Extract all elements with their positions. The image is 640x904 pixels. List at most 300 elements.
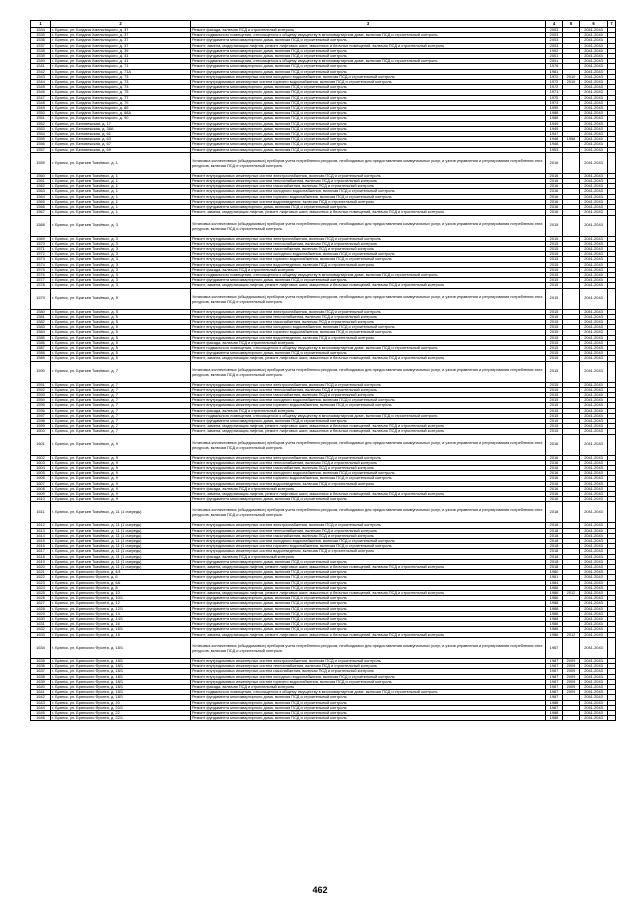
- row-year-built: 2003: [546, 28, 563, 33]
- row-period: 2041-2043: [580, 278, 608, 283]
- row-period: 2041-2043: [580, 497, 608, 502]
- row-address: г. Брянск, ул. Брянского Фронта, д. 14/1: [51, 617, 191, 622]
- row-number: 1584: [31, 330, 51, 335]
- row-period: 2041-2043: [580, 382, 608, 387]
- row-year-repair: 1958: [563, 137, 580, 142]
- row-year-built: 1987: [546, 679, 563, 684]
- row-period: 2041-2043: [580, 387, 608, 392]
- row-address: г. Брянск, ул. Братьев Ткачёвых, д. 7: [51, 382, 191, 387]
- row-address: г. Брянск, ул. Богдана Хмельницкого, д. 41: [51, 59, 191, 64]
- row-period: 2041-2043: [580, 246, 608, 251]
- row-note: [608, 502, 616, 523]
- row-address: г. Брянск, ул. Брянского Фронта, д. 10: [51, 591, 191, 596]
- row-year-built: 1986: [546, 585, 563, 590]
- row-number: 1538: [31, 48, 51, 53]
- row-address: г. Брянск, ул. Братьев Ткачёвых, д. 1: [51, 199, 191, 204]
- row-address: г. Брянск, ул. Братьев Ткачёвых, д. 11 (1 очередь): [51, 533, 191, 538]
- row-address: г. Брянск, ул. Беловежская, д. 61: [51, 132, 191, 137]
- row-year-repair: [563, 637, 580, 658]
- row-address: г. Брянск, ул. Братьев Ткачёвых, д. 5: [51, 356, 191, 361]
- row-period: 2041-2043: [580, 288, 608, 309]
- row-address: г. Брянск, ул. Братьев Ткачёвых, д. 1: [51, 210, 191, 215]
- row-address: г. Брянск, ул. Братьев Ткачёвых, д. 9: [51, 481, 191, 486]
- row-work-type: Ремонт фундамента многоквартирного дома, включая ПСД и строительный контроль: [191, 351, 546, 356]
- row-number: 1597: [31, 413, 51, 418]
- row-number: 1546: [31, 90, 51, 95]
- row-address: г. Брянск, ул. Братьев Ткачёвых, д. 5: [51, 288, 191, 309]
- row-period: 2041-2043: [580, 252, 608, 257]
- row-address: г. Брянск, ул. Братьев Ткачёвых, д. 9: [51, 466, 191, 471]
- row-address: г. Брянск, ул. Братьев Ткачёвых, д. 1: [51, 194, 191, 199]
- row-year-built: 2015: [546, 314, 563, 319]
- row-period: 2041-2043: [580, 340, 608, 345]
- row-work-type: Ремонт внутридомовых инженерных систем газоснабжения, включая ПСД и строительный контроль: [191, 392, 546, 397]
- row-period: 2041-2043: [580, 59, 608, 64]
- row-period: 2041-2043: [580, 580, 608, 585]
- row-work-type: Ремонт, замена, модернизация лифтов, ремонт лифтовых шахт, машинных и блочных помещений, включая ПСД и строительный контроль: [191, 424, 546, 429]
- row-work-type: Ремонт внутридомовых инженерных систем электроснабжения, включая ПСД и строительный контроль: [191, 523, 546, 528]
- row-number: 1587: [31, 345, 51, 350]
- table-row: [31, 502, 616, 523]
- row-year-built: 2015: [546, 424, 563, 429]
- row-work-type: Ремонт фундамента многоквартирного дома, включая ПСД и строительный контроль: [191, 559, 546, 564]
- row-year-built: 2015: [546, 267, 563, 272]
- row-period: 2041-2043: [580, 48, 608, 53]
- row-work-type: Ремонт фасада, включая ПСД и строительный контроль: [191, 340, 546, 345]
- row-year-built: 2016: [546, 466, 563, 471]
- table-row: [31, 637, 616, 658]
- row-address: г. Брянск, ул. Брянского Фронта, д. 22/1: [51, 716, 191, 721]
- row-period: 2041-2043: [580, 205, 608, 210]
- row-year-built: 2003: [546, 33, 563, 38]
- row-year-built: 2001: [546, 59, 563, 64]
- row-period: 2041-2043: [580, 142, 608, 147]
- row-number: 1623: [31, 580, 51, 585]
- row-year-repair: 2009: [563, 658, 580, 663]
- row-period: 2041-2043: [580, 528, 608, 533]
- row-period: 2041-2043: [580, 559, 608, 564]
- row-address: г. Брянск, ул. Братьев Ткачёвых, д. 3: [51, 241, 191, 246]
- row-work-type: Ремонт внутридомовых инженерных систем водоотведения, включая ПСД и строительный контроль: [191, 549, 546, 554]
- row-period: 2041-2043: [580, 189, 608, 194]
- row-work-type: Ремонт фундамента многоквартирного дома, включая ПСД и строительный контроль: [191, 710, 546, 715]
- row-work-type: Ремонт внутридомовых инженерных систем горячего водоснабжения, включая ПСД и строительный контроль: [191, 679, 546, 684]
- row-work-type: Ремонт фундамента многоквартирного дома, включая ПСД и строительный контроль: [191, 418, 546, 423]
- row-work-type: Ремонт, замена, модернизация лифтов, ремонт лифтовых шахт, машинных и блочных помещений, включая ПСД и строительный контроль: [191, 210, 546, 215]
- row-address: г. Брянск, ул. Беловежская, д. 63: [51, 137, 191, 142]
- row-year-built: 1986: [546, 622, 563, 627]
- row-work-type: Ремонт внутридомовых инженерных систем горячего водоснабжения, включая ПСД и строительный контроль: [191, 257, 546, 262]
- row-address: г. Брянск, ул. Брянского Фронта, д. 8: [51, 585, 191, 590]
- row-period: 2041-2043: [580, 262, 608, 267]
- row-period: 2041-2043: [580, 403, 608, 408]
- row-number: 1611: [31, 502, 51, 523]
- row-number: 1580: [31, 309, 51, 314]
- row-year-built: 2015: [546, 392, 563, 397]
- row-work-type: Ремонт фундамента многоквартирного дома, включая ПСД и строительный контроль: [191, 278, 546, 283]
- row-work-type: Ремонт внутридомовых инженерных систем холодного водоснабжения, включая ПСД и строительный контроль: [191, 252, 546, 257]
- row-number: 1646: [31, 716, 51, 721]
- row-year-built: 2015: [546, 278, 563, 283]
- row-period: 2041-2043: [580, 413, 608, 418]
- row-year-built: 2015: [546, 283, 563, 288]
- row-address: г. Брянск, ул. Братьев Ткачёвых, д. 1: [51, 179, 191, 184]
- row-period: 2041-2043: [580, 601, 608, 606]
- row-work-type: Ремонт внутридомовых инженерных систем газоснабжения, включая ПСД и строительный контроль: [191, 246, 546, 251]
- row-number: 1568: [31, 215, 51, 236]
- row-address: г. Брянск, ул. Беловежская, д. 69: [51, 147, 191, 152]
- row-period: 2041-2043: [580, 267, 608, 272]
- row-period: 2041-2043: [580, 351, 608, 356]
- row-address: г. Брянск, ул. Братьев Ткачёвых, д. 7: [51, 408, 191, 413]
- row-year-built: 2016: [546, 481, 563, 486]
- row-number: 1592: [31, 387, 51, 392]
- row-address: г. Брянск, ул. Братьев Ткачёвых, д. 11 (1 очередь): [51, 523, 191, 528]
- row-number: 1641: [31, 690, 51, 695]
- row-number: 1551: [31, 116, 51, 121]
- row-address: г. Брянск, ул. Брянского Фронта, д. 20/1: [51, 705, 191, 710]
- row-number: 1542: [31, 69, 51, 74]
- row-work-type: Ремонт фасада, включая ПСД и строительный контроль: [191, 554, 546, 559]
- row-year-built: 2015: [546, 246, 563, 251]
- row-address: г. Брянск, ул. Брянского Фронта, д. 6А: [51, 580, 191, 585]
- row-year-built: 2003: [546, 38, 563, 43]
- row-year-built: 1971: [546, 90, 563, 95]
- row-period: 2041-2043: [580, 38, 608, 43]
- row-address: г. Брянск, ул. Брянского Фронта, д. 12/1: [51, 606, 191, 611]
- row-period: 2041-2043: [580, 28, 608, 33]
- row-work-type: Ремонт внутридомовых инженерных систем теплоснабжения, включая ПСД и строительный контроль: [191, 241, 546, 246]
- row-work-type: Установка коллективных (общедомовых) приборов учета потребления ресурсов, необходимых для предоставления коммунальных услуг, и узлов управления и регулирования потребления этих ресурсов, включая ПСД и строительный контроль: [191, 215, 546, 236]
- row-work-type: Ремонт, замена, модернизация лифтов, ремонт лифтовых шахт, машинных и блочных помещений, включая ПСД и строительный контроль: [191, 356, 546, 361]
- row-work-type: Ремонт фундамента многоквартирного дома, включая ПСД и строительный контроль: [191, 121, 546, 126]
- row-address: г. Брянск, ул. Братьев Ткачёвых, д. 9: [51, 492, 191, 497]
- row-work-type: Установка коллективных (общедомовых) приборов учета потребления ресурсов, необходимых для предоставления коммунальных услуг, и узлов управления и регулирования потребления этих ресурсов, включая ПСД и строительный контроль: [191, 361, 546, 382]
- row-work-type: Ремонт фундамента многоквартирного дома, включая ПСД и строительный контроль: [191, 48, 546, 53]
- row-period: 2041-2043: [580, 361, 608, 382]
- row-address: г. Брянск, ул. Брянского Фронта, д. 4/1: [51, 570, 191, 575]
- row-address: г. Брянск, ул. Братьев Ткачёвых, д. 7: [51, 418, 191, 423]
- row-period: 2041-2043: [580, 632, 608, 637]
- row-number: 1579: [31, 288, 51, 309]
- row-address: г. Брянск, ул. Богдана Хмельницкого, д. 73: [51, 80, 191, 85]
- row-number: 1578: [31, 283, 51, 288]
- row-year-built: 2015: [546, 325, 563, 330]
- row-number: 1570: [31, 241, 51, 246]
- row-year-built: 2016: [546, 194, 563, 199]
- row-note: [608, 716, 616, 721]
- row-work-type: Ремонт внутридомовых инженерных систем теплоснабжения, включая ПСД и строительный контроль: [191, 528, 546, 533]
- row-number: 1629: [31, 611, 51, 616]
- row-year-built: 2018: [546, 544, 563, 549]
- row-work-type: Ремонт внутридомовых инженерных систем водоотведения, включая ПСД и строительный контроль: [191, 481, 546, 486]
- row-address: г. Брянск, ул. Брянского Фронта, д. 20: [51, 700, 191, 705]
- row-year-built: 2016: [546, 210, 563, 215]
- row-address: г. Брянск, ул. Богдана Хмельницкого, д. 37: [51, 28, 191, 33]
- row-number: 1559: [31, 152, 51, 173]
- row-period: 2041-2043: [580, 80, 608, 85]
- row-period: 2041-2043: [580, 116, 608, 121]
- row-period: 2041-2043: [580, 335, 608, 340]
- row-period: 2041-2043: [580, 356, 608, 361]
- row-work-type: Ремонт внутридомовых инженерных систем газоснабжения, включая ПСД и строительный контроль: [191, 669, 546, 674]
- row-address: г. Брянск, ул. Беловежская, д. 67: [51, 142, 191, 147]
- row-year-built: 1986: [546, 632, 563, 637]
- row-work-type: Ремонт, замена, модернизация лифтов, ремонт лифтовых шахт, машинных и блочных помещений, включая ПСД и строительный контроль: [191, 565, 546, 570]
- row-work-type: Ремонт фундамента многоквартирного дома, включая ПСД и строительный контроль: [191, 106, 546, 111]
- row-year-built: 2015: [546, 252, 563, 257]
- row-work-type: Ремонт фундамента многоквартирного дома, включая ПСД и строительный контроль: [191, 64, 546, 69]
- row-work-type: Ремонт фундамента многоквартирного дома, включая ПСД и строительный контроль: [191, 575, 546, 580]
- row-work-type: Ремонт фундамента многоквартирного дома, включая ПСД и строительный контроль: [191, 126, 546, 131]
- row-work-type: Ремонт фундамента многоквартирного дома, включая ПСД и строительный контроль: [191, 622, 546, 627]
- row-year-built: 1981: [546, 69, 563, 74]
- row-period: 2041-2043: [580, 476, 608, 481]
- row-number: 1548: [31, 100, 51, 105]
- row-number: 1554: [31, 132, 51, 137]
- row-address: г. Брянск, ул. Брянского Фронта, д. 22: [51, 710, 191, 715]
- row-year-built: 1972: [546, 80, 563, 85]
- row-period: 2041-2043: [580, 492, 608, 497]
- row-address: г. Брянск, ул. Братьев Ткачёвых, д. 11 (1 очередь): [51, 549, 191, 554]
- row-number: 1639: [31, 679, 51, 684]
- row-address: г. Брянск, ул. Братьев Ткачёвых, д. 5: [51, 330, 191, 335]
- table-row: [31, 361, 616, 382]
- row-number: 1633: [31, 632, 51, 637]
- row-work-type: Ремонт фундамента многоквартирного дома, включая ПСД и строительный контроль: [191, 137, 546, 142]
- row-number: 1638: [31, 674, 51, 679]
- row-work-type: Ремонт внутридомовых инженерных систем холодного водоснабжения, включая ПСД и строительный контроль: [191, 189, 546, 194]
- row-work-type: Ремонт фасада, включая ПСД и строительный контроль: [191, 28, 546, 33]
- row-work-type: Ремонт внутридомовых инженерных систем теплоснабжения, включая ПСД и строительный контроль: [191, 664, 546, 669]
- row-work-type: Ремонт подвального помещения, относящегося к общему имуществу в многоквартирном доме, включая ПСД и строительный контроль: [191, 345, 546, 350]
- table-row: [31, 215, 616, 236]
- row-number: 1593: [31, 392, 51, 397]
- row-year-built: 2015: [546, 330, 563, 335]
- row-work-type: Ремонт внутридомовых инженерных систем горячего водоснабжения, включая ПСД и строительный контроль: [191, 403, 546, 408]
- row-work-type: Ремонт фундамента многоквартирного дома, включая ПСД и строительный контроль: [191, 100, 546, 105]
- row-period: 2041-2043: [580, 85, 608, 90]
- row-work-type: Ремонт фундамента многоквартирного дома, включая ПСД и строительный контроль: [191, 627, 546, 632]
- row-year-built: 2003: [546, 43, 563, 48]
- row-number: 1606: [31, 476, 51, 481]
- row-number: 1598: [31, 418, 51, 423]
- row-address: г. Брянск, ул. Братьев Ткачёвых, д. 3: [51, 246, 191, 251]
- row-year-repair: 2012: [563, 632, 580, 637]
- row-number: 1631: [31, 622, 51, 627]
- row-address: г. Брянск, ул. Братьев Ткачёвых, д. 9: [51, 486, 191, 491]
- row-number: 1642: [31, 695, 51, 700]
- row-year-built: 2016: [546, 486, 563, 491]
- row-year-built: 2015: [546, 408, 563, 413]
- table-row: [31, 288, 616, 309]
- row-number: 1582: [31, 319, 51, 324]
- row-year-built: 1986: [546, 627, 563, 632]
- row-address: г. Брянск, ул. Братьев Ткачёвых, д. 9: [51, 455, 191, 460]
- row-number: 1585: [31, 335, 51, 340]
- row-number: 1561: [31, 179, 51, 184]
- row-address: г. Брянск, ул. Братьев Ткачёвых, д. 11 (1 очередь): [51, 502, 191, 523]
- row-work-type: Ремонт фундамента многоквартирного дома, включая ПСД и строительный контроль: [191, 111, 546, 116]
- row-address: г. Брянск, ул. Богдана Хмельницкого, д. 77: [51, 95, 191, 100]
- row-year-built: 1987: [546, 664, 563, 669]
- row-period: 2041-2043: [580, 325, 608, 330]
- row-period: 2041-2043: [580, 705, 608, 710]
- row-year-built: 2016: [546, 497, 563, 502]
- row-year-repair: 2010: [563, 74, 580, 79]
- row-number: 1545: [31, 85, 51, 90]
- row-period: 2041-2043: [580, 106, 608, 111]
- row-number: 1603: [31, 460, 51, 465]
- row-period: 2041-2043: [580, 54, 608, 59]
- row-number: 1620: [31, 565, 51, 570]
- row-work-type: Ремонт внутридомовых инженерных систем холодного водоснабжения, включая ПСД и строительный контроль: [191, 674, 546, 679]
- row-year-built: 2015: [546, 382, 563, 387]
- row-year-built: 1972: [546, 74, 563, 79]
- row-number: 1615: [31, 539, 51, 544]
- row-address: г. Брянск, ул. Братьев Ткачёвых, д. 3: [51, 278, 191, 283]
- row-number: 1567: [31, 210, 51, 215]
- row-address: г. Брянск, ул. Братьев Ткачёвых, д. 7: [51, 403, 191, 408]
- row-period: 2041-2043: [580, 674, 608, 679]
- row-year-built: 2016: [546, 476, 563, 481]
- row-period: 2041-2043: [580, 33, 608, 38]
- row-number: 1588: [31, 351, 51, 356]
- row-period: 2041-2043: [580, 627, 608, 632]
- row-address: г. Брянск, ул. Богдана Хмельницкого, д. 39: [51, 48, 191, 53]
- row-work-type: Ремонт фундамента многоквартирного дома, включая ПСД и строительный контроль: [191, 205, 546, 210]
- row-period: 2041-2043: [580, 716, 608, 721]
- row-period: 2041-2043: [580, 236, 608, 241]
- page-number: 462: [312, 885, 328, 895]
- column-header: 7: [608, 21, 616, 28]
- row-address: г. Брянск, ул. Богдана Хмельницкого, д. 37: [51, 38, 191, 43]
- row-period: 2041-2043: [580, 695, 608, 700]
- row-number: 1540: [31, 59, 51, 64]
- row-address: г. Брянск, ул. Братьев Ткачёвых, д. 9: [51, 434, 191, 455]
- row-number: 1613: [31, 528, 51, 533]
- row-address: г. Брянск, ул. Брянского Фронта, д. 16/1: [51, 627, 191, 632]
- row-address: г. Брянск, ул. Братьев Ткачёвых, д. 5: [51, 314, 191, 319]
- row-number: 1616: [31, 544, 51, 549]
- row-year-repair: 2009: [563, 664, 580, 669]
- row-work-type: Ремонт фундамента многоквартирного дома, включая ПСД и строительный контроль: [191, 695, 546, 700]
- row-number: 1628: [31, 606, 51, 611]
- row-work-type: Ремонт фундамента многоквартирного дома, включая ПСД и строительный контроль: [191, 716, 546, 721]
- row-work-type: Установка коллективных (общедомовых) приборов учета потребления ресурсов, необходимых для предоставления коммунальных услуг, и узлов управления и регулирования потребления этих ресурсов, включая ПСД и строительный контроль: [191, 502, 546, 523]
- row-period: 2041-2043: [580, 486, 608, 491]
- row-address: г. Брянск, ул. Богдана Хмельницкого, д. 37: [51, 43, 191, 48]
- row-work-type: Ремонт, замена, модернизация лифтов, ремонт лифтовых шахт, машинных и блочных помещений, включая ПСД и строительный контроль: [191, 429, 546, 434]
- row-year-built: 1987: [546, 658, 563, 663]
- row-period: 2041-2043: [580, 43, 608, 48]
- row-address: г. Брянск, ул. Братьев Ткачёвых, д. 5: [51, 325, 191, 330]
- row-number: 1636: [31, 664, 51, 669]
- row-number: 1604: [31, 466, 51, 471]
- row-year-repair: [563, 152, 580, 173]
- row-work-type: Ремонт, замена, модернизация лифтов, ремонт лифтовых шахт, машинных и блочных помещений, включая ПСД и строительный контроль: [191, 43, 546, 48]
- row-work-type: Ремонт подвального помещения, относящегося к общему имуществу в многоквартирном доме, включая ПСД и строительный контроль: [191, 272, 546, 277]
- row-year-built: 2018: [546, 559, 563, 564]
- row-work-type: Ремонт, замена, модернизация лифтов, ремонт лифтовых шахт, машинных и блочных помещений, включая ПСД и строительный контроль: [191, 591, 546, 596]
- row-number: 1562: [31, 184, 51, 189]
- row-work-type: Ремонт внутридомовых инженерных систем горячего водоснабжения, включая ПСД и строительный контроль: [191, 330, 546, 335]
- row-address: г. Брянск, ул. Богдана Хмельницкого, д. 71А: [51, 69, 191, 74]
- row-address: г. Брянск, ул. Братьев Ткачёвых, д. 3: [51, 283, 191, 288]
- row-address: г. Брянск, ул. Богдана Хмельницкого, д. 75: [51, 90, 191, 95]
- row-number: 1549: [31, 106, 51, 111]
- row-address: г. Брянск, ул. Братьев Ткачёвых, д. 11 (1 очередь): [51, 559, 191, 564]
- row-period: 2041-2043: [580, 100, 608, 105]
- row-work-type: Ремонт фундамента многоквартирного дома, включая ПСД и строительный контроль: [191, 611, 546, 616]
- row-work-type: Ремонт внутридомовых инженерных систем горячего водоснабжения, включая ПСД и строительный контроль: [191, 80, 546, 85]
- row-period: 2041-2043: [580, 481, 608, 486]
- row-year-built: 1947: [546, 132, 563, 137]
- row-period: 2041-2043: [580, 658, 608, 663]
- row-year-built: 2015: [546, 361, 563, 382]
- row-year-built: 1984: [546, 580, 563, 585]
- row-year-repair: 2009: [563, 674, 580, 679]
- row-year-repair: 2009: [563, 669, 580, 674]
- row-year-built: 2016: [546, 184, 563, 189]
- row-note: [608, 215, 616, 236]
- row-work-type: Ремонт фундамента многоквартирного дома, включая ПСД и строительный контроль: [191, 585, 546, 590]
- document-page: [30, 20, 615, 721]
- row-number: 1590: [31, 361, 51, 382]
- row-number: 1557: [31, 147, 51, 152]
- row-work-type: Ремонт, замена, модернизация лифтов, ремонт лифтовых шахт, машинных и блочных помещений, включая ПСД и строительный контроль: [191, 283, 546, 288]
- row-year-built: 2018: [546, 523, 563, 528]
- row-work-type: Ремонт внутридомовых инженерных систем электроснабжения, включая ПСД и строительный контроль: [191, 173, 546, 178]
- row-work-type: Ремонт внутридомовых инженерных систем холодного водоснабжения, включая ПСД и строительный контроль: [191, 471, 546, 476]
- row-number: 1550: [31, 111, 51, 116]
- row-year-built: 1981: [546, 575, 563, 580]
- row-address: г. Брянск, ул. Богдана Хмельницкого, д. 86: [51, 106, 191, 111]
- row-year-built: 2018: [546, 554, 563, 559]
- row-number: 1609: [31, 492, 51, 497]
- row-work-type: Ремонт внутридомовых инженерных систем газоснабжения, включая ПСД и строительный контроль: [191, 466, 546, 471]
- row-period: 2041-2043: [580, 319, 608, 324]
- row-work-type: Ремонт внутридомовых инженерных систем газоснабжения, включая ПСД и строительный контроль: [191, 533, 546, 538]
- row-work-type: Ремонт внутридомовых инженерных систем холодного водоснабжения, включая ПСД и строительный контроль: [191, 398, 546, 403]
- row-number: 1543: [31, 74, 51, 79]
- row-year-built: 1986: [546, 591, 563, 596]
- row-year-repair: [563, 361, 580, 382]
- row-work-type: Ремонт, замена, модернизация лифтов, ремонт лифтовых шахт, машинных и блочных помещений, включая ПСД и строительный контроль: [191, 492, 546, 497]
- row-period: 2041-2043: [580, 210, 608, 215]
- row-number: 1591: [31, 382, 51, 387]
- row-address: г. Брянск, ул. Братьев Ткачёвых, д. 5: [51, 335, 191, 340]
- row-number: 1556: [31, 142, 51, 147]
- row-period: 2041-2043: [580, 184, 608, 189]
- row-year-built: 1995: [546, 106, 563, 111]
- row-work-type: Ремонт внутридомовых инженерных систем электроснабжения, включая ПСД и строительный контроль: [191, 455, 546, 460]
- row-period: 2041-2043: [580, 194, 608, 199]
- row-address: г. Брянск, ул. Братьев Ткачёвых, д. 7: [51, 429, 191, 434]
- row-work-type: Ремонт фасада, включая ПСД и строительный контроль: [191, 486, 546, 491]
- row-period: 2041-2043: [580, 710, 608, 715]
- row-address: г. Брянск, ул. Богдана Хмельницкого, д. 79: [51, 100, 191, 105]
- row-work-type: Ремонт фундамента многоквартирного дома, включая ПСД и строительный контроль: [191, 497, 546, 502]
- row-work-type: Ремонт, замена, модернизация лифтов, ремонт лифтовых шахт, машинных и блочных помещений, включая ПСД и строительный контроль: [191, 632, 546, 637]
- row-period: 2041-2043: [580, 606, 608, 611]
- row-address: г. Брянск, ул. Братьев Ткачёвых, д. 9: [51, 471, 191, 476]
- row-period: 2041-2043: [580, 147, 608, 152]
- row-period: 2041-2043: [580, 533, 608, 538]
- row-year-built: 1987: [546, 690, 563, 695]
- row-address: г. Брянск, ул. Братьев Ткачёвых, д. 3: [51, 215, 191, 236]
- row-number: 1576: [31, 272, 51, 277]
